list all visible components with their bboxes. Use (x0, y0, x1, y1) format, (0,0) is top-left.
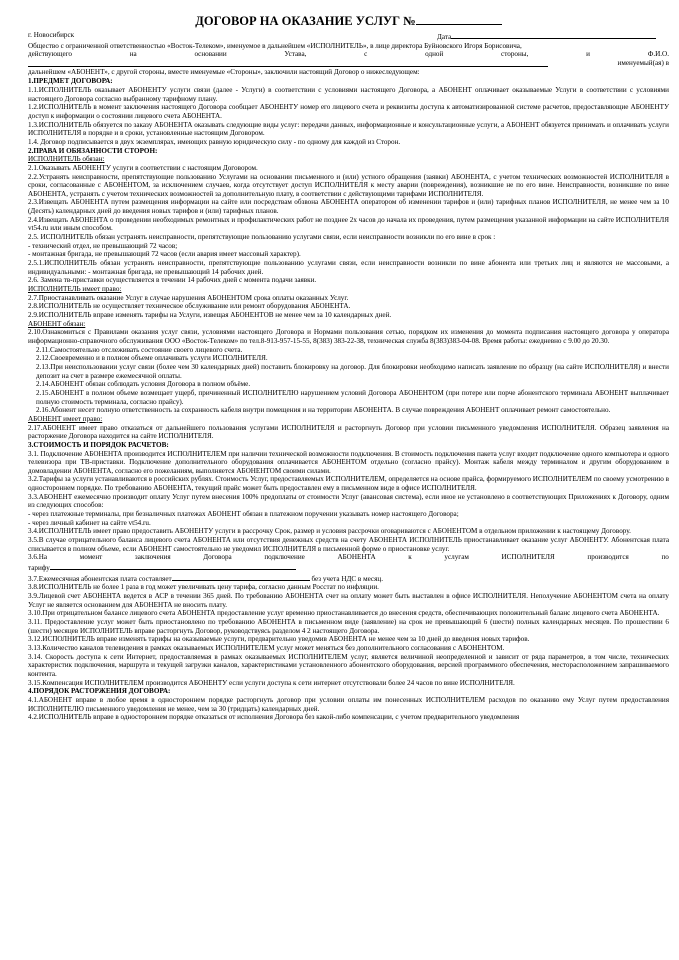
clause-2-14: 2.14.АБОНЕНТ обязан соблюдать условия Договора в полном объёме. (36, 380, 251, 389)
intro-tail: именуемый(ая) в (617, 58, 669, 67)
subheading-subscriber-obliged: АБОНЕНТ обязан: (28, 319, 86, 328)
clause-1-1: 1.1.ИСПОЛНИТЕЛЬ оказывает АБОНЕНТУ услуги связи (далее - Услуги) в соответствии с условиями настоящего Договора, а АБОНЕНТ оплачивает оказываемые Услуги в соответствии с условиями настоящего Договора согласно выбранному тарифному плану. (28, 85, 669, 103)
intro-word: действующего (28, 50, 72, 59)
intro-line-3 (28, 59, 669, 68)
clause-3-6-word: АБОНЕНТА (337, 553, 376, 562)
clause-2-3: 2.3.Извещать АБОНЕНТА путем размещения информации на сайте или посредствам обзвона АБОНЕНТА оператором об изменении тарифов и (или) тарифных планов ИСПОЛНИТЕЛЯ, не менее чем за 10 (Десять) календарных дней до введения новых тарифов и (или) тарифных планов. (28, 198, 669, 216)
tariff-blank (50, 562, 296, 570)
clause-2-5-item: - технический отдел, не превышающий 72 часов; (28, 241, 178, 250)
intro-word: на (129, 50, 137, 59)
clause-3-6-word: ИСПОЛНИТЕЛЯ (501, 553, 555, 562)
clause-3-3-item: - через платежные терминалы, при безналичных платежах АБОНЕНТ обязан в платежном поручении указывать номер настоящего Договора; (28, 510, 459, 519)
clause-2-4: 2.4.Извещать АБОНЕНТА о проведении необходимых ремонтных и профилактических работ не позднее 2х часов до начала их проведения, путем размещения указанной информации на сайте ИСПОЛНИТЕЛЯ vt54.ru или иным способом. (28, 215, 669, 233)
section-2-heading: 2.ПРАВА И ОБЯЗАННОСТИ СТОРОН: (28, 146, 158, 155)
section-1-heading: 1.ПРЕДМЕТ ДОГОВОРА: (28, 77, 113, 86)
clause-2-5-item: - монтажная бригада, не превышающий 72 часов (если авария имеет массовый характер). (28, 250, 301, 259)
intro-line-2 (28, 50, 669, 59)
date-blank (451, 31, 656, 39)
subheading-executor-obliged: ИСПОЛНИТЕЛЬ обязан: (28, 155, 105, 164)
document-title (28, 14, 669, 29)
intro-word: с (364, 50, 368, 59)
clause-3-5: 3.5.В случае отрицательного баланса лицевого счета АБОНЕНТА или отсутствия денежных средств на счету АБОНЕНТА ИСПОЛНИТЕЛЬ приостанавливает оказание услуг АБОНЕНТУ. Абонентская плата списывается в полном объеме, если АБОНЕНТ самостоятельно не уведомил ИСПОЛНИТЕЛЯ в письменной форме о приостановке услуг. (28, 536, 669, 553)
clause-2-15: 2.15.АБОНЕНТ в полном объеме возмещает ущерб, причиненный ИСПОЛНИТЕЛЮ нарушением условий Договора АБОНЕНТОМ (при потере или порче абонентского терминала АБОНЕНТ выплачивает полную стоимость терминала, согласно прайсу). (36, 388, 669, 406)
clause-3-6-word: производится (587, 553, 629, 562)
clause-2-7: 2.7.Приостанавливать оказание Услуг в случае нарушения АБОНЕНТОМ срока оплаты оказанных Услуг. (28, 293, 349, 302)
subheading-executor-right: ИСПОЛНИТЕЛЬ имеет право: (28, 285, 122, 294)
clause-4-2: 4.2.ИСПОЛНИТЕЛЬ вправе в одностороннем порядке отказаться от исполнения Договора без какой-либо компенсации, с учетом предварительного уведомления (28, 713, 520, 722)
clause-3-15: 3.15.Компенсация ИСПОЛНИТЕЛЕМ производится АБОНЕНТУ если услуги доступа к сети интернет отсутствовали более 24 часов по вине ИСПОЛНИТЕЛЯ. (28, 678, 515, 687)
clause-4-1: 4.1.АБОНЕНТ вправе в любое время в одностороннем порядке расторгнуть договор при условии оплаты им понесенных ИСПОЛНИТЕЛЕМ расходов по оказанию ему Услуг путем предоставления ИСПОЛНИТЕЛЮ письменного уведомления не менее, чем за 30 (тридцать) календарных дней. (28, 695, 669, 713)
clause-2-2: 2.2.Устранять неисправности, препятствующие пользованию Услугами на основании письменного и (или) устного обращения (заявки) АБОНЕНТА, с учетом технических возможностей ИСПОЛНИТЕЛЯ в сроки, согласованные с АБОНЕНТОМ, за исключением случаев, когда отсутствует доступ ИСПОЛНИТЕЛЯ к месту аварии (повреждения), возникшие не по его вине. Неисправности, возникшие по вине АБОНЕНТА, устранять с учетом технических возможностей за дополнительную плату, в соответствии с действующими тарифами ИСПОЛНИТЕЛЯ. (28, 172, 669, 198)
intro-word: одной (425, 50, 444, 59)
clause-3-6-word: подключение (264, 553, 305, 562)
section-4-heading: 4.ПОРЯДОК РАСТОРЖЕНИЯ ДОГОВОРА: (28, 687, 171, 696)
contract-number-blank (416, 14, 502, 25)
city: г. Новосибирск (28, 31, 75, 39)
clause-2-11: 2.11.Самостоятельно отслеживать состояние своего лицевого счета. (36, 345, 243, 354)
clause-3-6-word: 3.6.На (28, 553, 48, 562)
clause-2-12: 2.12.Своевременно и в полном объеме оплачивать услуги ИСПОЛНИТЕЛЯ. (36, 354, 268, 363)
clause-3-6-word: к (408, 553, 412, 562)
clause-3-3: 3.3.АБОНЕНТ ежемесячно производит оплату Услуг путем внесения 100% предоплаты от стоимости Услуг (авансовая система), если иное не установлено в соответствующих Приложениях к Договору, одним из следующих способов: (28, 492, 669, 510)
clause-1-3: 1.3.ИСПОЛНИТЕЛЬ обязуется по заказу АБОНЕНТА оказывать следующие виды услуг: передачи данных, информационные и консультационные услуги, а АБОНЕНТ обязуется принимать и оплачивать услуги ИСПОЛНИТЕЛЯ в порядке и в сроки, установленные настоящим Договором. (28, 120, 669, 138)
clause-3-10: 3.10.При отрицательном балансе лицевого счета АБОНЕНТА предоставление услуг временно приостанавливается до внесения средств, обеспечивающих положительный баланс лицевого счета АБОНЕНТА. (28, 609, 660, 618)
clause-3-6-tariff-line (28, 562, 669, 573)
clause-2-13: 2.13.При неиспользовании услуг связи (более чем 30 календарных дней) поставить блокировку на договор. Для блокировки необходимо написать заявление по образцу (на сайте ИСПОЛНИТЕЛЯ) и внести депозит на счет в размере ежемесячной оплаты. (36, 362, 669, 380)
title-text: ДОГОВОР НА ОКАЗАНИЕ УСЛУГ № (195, 14, 416, 28)
clause-2-1: 2.1.Оказывать АБОНЕНТУ услуги в соответствии с настоящим Договором. (28, 163, 258, 172)
date-label: Дата (437, 33, 452, 41)
clause-2-17: 2.17.АБОНЕНТ имеет право отказаться от дальнейшего пользования услугами ИСПОЛНИТЕЛЯ и расторгнуть Договор при условии письменного уведомления ИСПОЛНИТЕЛЯ. Образец заявления на расторжение Договора находится на сайте ИСПОЛНИТЕЛЯ. (28, 423, 669, 441)
clause-1-2: 1.2.ИСПОЛНИТЕЛЬ в момент заключения настоящего Договора сообщает АБОНЕНТУ номер его лицевого счета и реквизиты доступа к автоматизированной системе расчетов, предоставляющие АБОНЕНТУ доступ к информации о состоянии лицевого счета АБОНЕНТА. (28, 103, 669, 120)
city-date-line (28, 31, 669, 42)
clause-3-6-word: по (661, 553, 669, 562)
intro-line-4: дальнейшем «АБОНЕНТ», с другой стороны, вместе именуемые «Стороны», заключили настоящий Договор о нижеследующем: (28, 67, 420, 76)
intro-word: стороны, (501, 50, 529, 59)
clause-3-2: 3.2.Тарифы за услуги устанавливаются в российских рублях. Стоимость Услуг, предоставляемых ИСПОЛНИТЕЛЕМ, определяется на основе прайса, формируемого ИСПОЛНИТЕЛЕМ по своему усмотрению в одностороннем порядке. По требованию АБОНЕНТА, текущий прайс может быть предоставлен ему в письменном виде в офисе ИСПОЛНИТЕЛЯ. (28, 475, 669, 493)
clause-3-12: 3.12.ИСПОЛНИТЕЛЬ вправе изменять тарифы на оказываемые услуги, предварительно уведомив АБОНЕНТА не менее чем за 10 дней до введения новых тарифов. (28, 635, 530, 644)
subheading-subscriber-right: АБОНЕНТ имеет право: (28, 414, 103, 423)
clause-2-9: 2.9.ИСПОЛНИТЕЛЬ вправе изменять тарифы на Услуги, извещая АБОНЕНТОВ не менее чем за 10 календарных дней. (28, 311, 392, 319)
clause-3-13: 3.13.Количество каналов телевидения в рамках оказываемых ИСПОЛНИТЕЛЕМ услуг может меняться без дополнительного согласования с АБОНЕНТОМ. (28, 643, 505, 652)
clause-3-6-word: заключения (134, 553, 171, 562)
section-3-heading: 3.СТОИМОСТЬ И ПОРЯДОК РАСЧЕТОВ: (28, 440, 169, 449)
clause-2-5-1: 2.5.1.ИСПОЛНИТЕЛЬ обязан устранять неисправности, препятствующие пользованию услугами связи, если неисправности возникли по вине абонента или третьих лиц и являются не массовыми, а индивидуальными: - монтажная бригада, не превышающий 14 рабочих дней. (28, 259, 669, 276)
intro-word: Ф.И.О. (647, 50, 669, 59)
intro-word: Устава, (284, 50, 307, 59)
clause-3-6-word: услугам (444, 553, 469, 562)
clause-3-6-word: Договора (203, 553, 232, 562)
intro-word: и (586, 50, 590, 59)
clause-3-9: 3.9.Лицевой счет АБОНЕНТА ведется в АСР в течении 365 дней. По требованию АБОНЕНТА счет на оплату может быть выставлен в офисе ИСПОЛНИТЕЛЯ. Неполучение АБОНЕНТОМ счета на оплату Услуг не является основанием для АБОНЕНТА не вносить плату. (28, 592, 669, 609)
clause-3-6-tail: тарифу (28, 564, 50, 573)
clause-3-4: 3.4.ИСПОЛНИТЕЛЬ имеет право предоставить АБОНЕНТУ услуги в рассрочку Срок, размер и условия рассрочки оговариваются с АБОНЕНТОМ в отдельном приложении к настоящему Договору. (28, 527, 631, 536)
clause-1-4: 1.4. Договор подписывается в двух экземплярах, имеющих равную юридическую силу - по одному для каждой из Сторон. (28, 137, 401, 146)
clause-3-11: 3.11. Предоставление услуг может быть приостановлено по требованию АБОНЕНТА в письменном виде (заявление) на срок не превышающий 6 (шести) полных календарных месяцев. По прошествии 6 (шести) месяцев ИСПОЛНИТЕЛЬ вправе расторгнуть Договор, руководствуясь разделом 4 2 настоящего Договора. (28, 617, 669, 635)
clause-3-3-item: - через личный кабинет на сайте vt54.ru. (28, 518, 151, 527)
clause-2-10: 2.10.Ознакомиться с Правилами оказания услуг связи, условиями настоящего Договора и Нормами пользования сетью, порядком их изменения до момента подписания настоящего договора у оператора информационно-справочного обслуживания ООО «Восток-Телеком» по тел.8-913-957-15-55, 8(383) 383-22-38, техническая служба 8(383)383-04-08. Время работы: ежедневно с 9.00 до 20.30. (28, 328, 669, 345)
clause-3-1: 3.1. Подключение АБОНЕНТА производится ИСПОЛНИТЕЛЕМ при наличии технической возможности подключения. В стоимость подключения пакета услуг входит подключение одного компьютера и одного телевизора при ТВ-приставки. Подключение дополнительного оборудования оплачивается АБОНЕНТОМ отдельно (согласно прайсу). Монтаж кабеля между терминалом и другим оборудованием в домовладении АБОНЕНТА, согласно его пожеланиям, выполняется АБОНЕНТОМ своими силами. (28, 449, 669, 475)
clause-3-7-line (28, 573, 669, 584)
clause-2-6: 2.6. Замена тв-приставки осуществляется в течении 14 рабочих дней с момента подачи заявки. (28, 276, 317, 285)
clause-3-6-line (28, 553, 669, 562)
fee-blank (172, 573, 310, 581)
clause-2-16: 2.16.Абонент несет полную ответственность за сохранность кабеля внутри помещения и на территории АБОНЕНТА. В случае повреждения АБОНЕНТ оплачивает ремонт самостоятельно. (36, 406, 611, 415)
intro-line-1: Общество с ограниченной ответственностью «Восток-Телеком», именуемое в дальнейшем «ИСПОЛНИТЕЛЬ», в лице директора Буйновского Игоря Борисовича, (28, 41, 522, 50)
subscriber-name-blank (28, 59, 548, 67)
clause-3-6-word: момент (79, 553, 103, 562)
intro-word: основании (194, 50, 227, 59)
date-field (437, 31, 669, 42)
clause-3-7-head: 3.7.Ежемесячная абонентская плата составляет (28, 574, 172, 583)
clause-2-5: 2.5. ИСПОЛНИТЕЛЬ обязан устранять неисправности, препятствующие пользованию услугами связи, если неисправности возникли по его вине в срок : (28, 233, 496, 242)
clause-2-8: 2.8.ИСПОЛНИТЕЛЬ не осуществляет техническое обслуживание или ремонт оборудования АБОНЕНТА. (28, 302, 351, 311)
clause-3-7-tail: без учета НДС в месяц. (311, 574, 383, 583)
clause-3-14: 3.14. Скорость доступа к сети Интернет, предоставляемая в рамках оказываемых ИСПОЛНИТЕЛЕМ услуг, является величиной неопределенной и зависит от ряда параметров, в том числе, технических характеристик подключения, маршрута и текущей загрузки каналов, характеристиками установленного абонентского оборудования, версией программного обеспечения, месторасположением запрашиваемого контента. (28, 652, 669, 678)
clause-3-8: 3.8.ИСПОЛНИТЕЛЬ не более 1 раза в год может увеличивать цену тарифа, согласно данным Росстат по инфляции. (28, 583, 379, 592)
